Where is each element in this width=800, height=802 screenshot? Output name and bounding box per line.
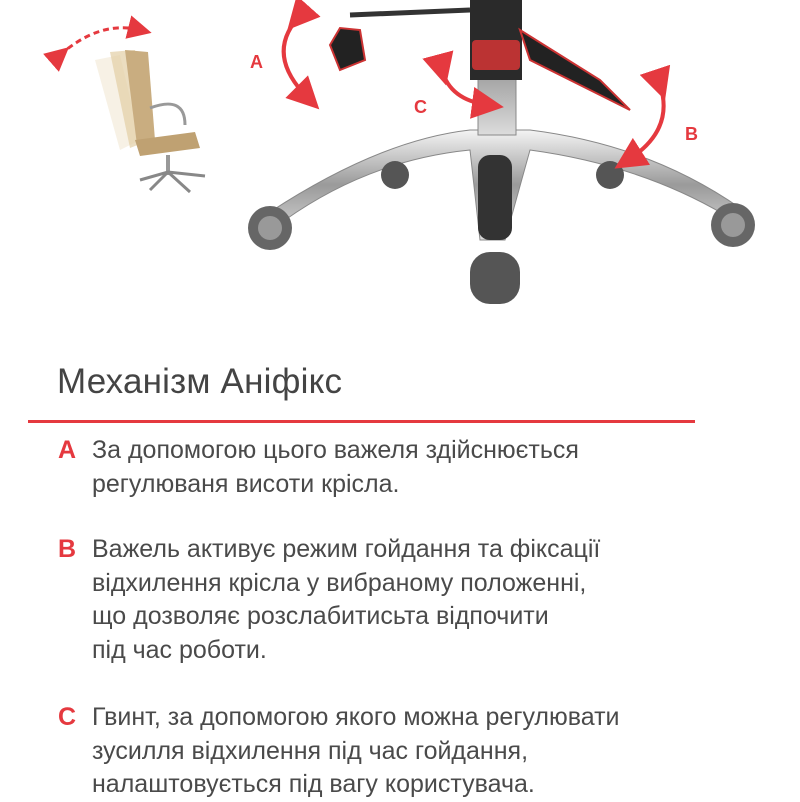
feature-description: Гвинт, за допомогою якого можна регулювати зусилля відхилення під час гойдання, налаштовується під вагу користувача. xyxy=(92,703,620,798)
feature-description: За допомогою цього важеля здійснюється регулюваня висоти крісла. xyxy=(92,436,579,498)
feature-letter: C xyxy=(58,703,77,731)
arrow-a xyxy=(284,18,308,98)
chair-mechanism-illustration xyxy=(0,0,800,330)
feature-letter: A xyxy=(58,436,77,464)
callout-b: B xyxy=(685,124,698,144)
reclining-chair-thumbnail xyxy=(60,28,205,192)
feature-description: Важель активує режим гойдання та фіксації відхилення крісла у вибраному положенні, що дозволяє розслабитисьта відпочити під час роботи. xyxy=(92,535,601,664)
arrow-b xyxy=(628,85,664,160)
callout-c: C xyxy=(414,97,427,117)
callout-a: A xyxy=(250,52,263,72)
section-title: Механізм Аніфікс xyxy=(57,362,343,401)
chair-base xyxy=(248,0,755,304)
title-divider xyxy=(28,420,695,423)
feature-letter: B xyxy=(58,535,77,563)
